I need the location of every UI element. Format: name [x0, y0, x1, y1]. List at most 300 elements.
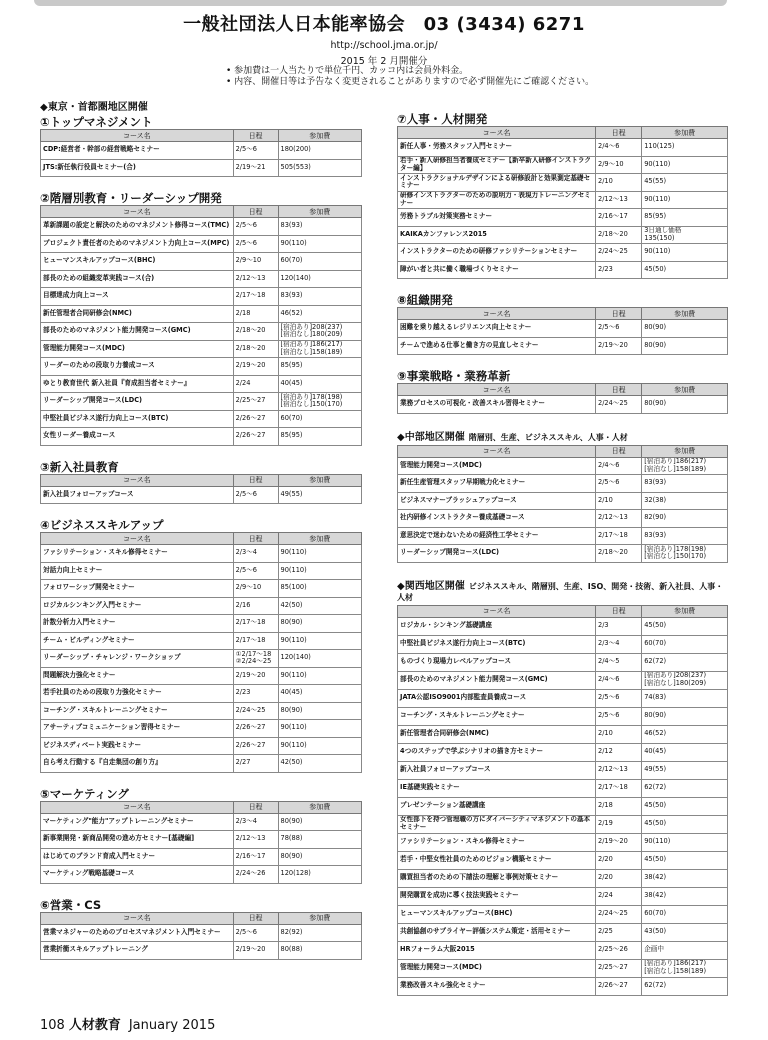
course-date: 2/3 — [596, 617, 642, 635]
region-chubu-sub: 階層別、生産、ビジネススキル、人事・人材 — [468, 432, 628, 442]
course-table — [40, 801, 362, 884]
course-fee: 83(93) — [642, 527, 728, 545]
course-fee: 42(50) — [278, 597, 361, 615]
course-date: 2/18〜20 — [596, 545, 642, 563]
course-fee: 90(110) — [642, 833, 728, 851]
course-fee: 90(110) — [278, 562, 361, 580]
course-name: 新入社員フォローアップコース — [398, 761, 596, 779]
course-name: リーダーのための段取り力養成コース — [41, 358, 234, 376]
course-name: CDP:経営者・幹部の経営戦略セミナー — [41, 142, 234, 160]
table-row — [398, 320, 728, 338]
table-row — [41, 667, 362, 685]
region-kansai-title: ◆関西地区開催 — [397, 580, 465, 592]
course-name: 管理能力開発コース(MDC) — [41, 340, 234, 358]
table-row — [41, 159, 362, 177]
course-name: ものづくり現場力レベルアップコース — [398, 653, 596, 671]
course-date: 2/24〜25 — [233, 702, 278, 720]
course-fee: 62(72) — [642, 977, 728, 995]
course-date: 2/17〜18 — [596, 779, 642, 797]
course-fee: 60(70) — [278, 410, 361, 428]
course-fee: 40(45) — [278, 685, 361, 703]
course-name: 自ら考え行動する『自走集団の創り方』 — [41, 755, 234, 773]
course-fee: 80(90) — [278, 813, 361, 831]
course-fee: 85(95) — [278, 358, 361, 376]
course-fee: 45(50) — [642, 797, 728, 815]
course-date: ①2/17〜18 ②2/24〜25 — [233, 650, 278, 668]
course-fee: 80(90) — [278, 848, 361, 866]
course-date: 2/3〜4 — [233, 545, 278, 563]
table-row — [398, 653, 728, 671]
course-name: 障がい者と共に働く職場づくりセミナー — [398, 261, 596, 279]
left-column — [40, 98, 362, 974]
course-date: 2/23 — [233, 685, 278, 703]
column-header-date: 日程 — [233, 474, 278, 486]
course-name: 問題解決力強化セミナー — [41, 667, 234, 685]
course-date: 2/10 — [596, 725, 642, 743]
course-fee: 78(88) — [278, 831, 361, 849]
course-fee: 40(45) — [278, 375, 361, 393]
course-name: ロジカルシンキング入門セミナー — [41, 597, 234, 615]
course-fee: 45(50) — [642, 851, 728, 869]
course-date: 2/12 — [596, 743, 642, 761]
course-name: コーチング・スキルトレーニングセミナー — [398, 707, 596, 725]
course-fee: 43(50) — [642, 923, 728, 941]
column-header-fee: 参加費 — [642, 308, 728, 320]
course-fee: 80(90) — [642, 396, 728, 414]
table-row — [41, 486, 362, 504]
course-name: 営業マネジャーのためのプロセスマネジメント入門セミナー — [41, 924, 234, 942]
course-name: ゆとり教育世代 新入社員『育成担当者セミナー』 — [41, 375, 234, 393]
region-tokyo: ◆東京・首都圏地区開催 — [40, 102, 148, 113]
table-row — [398, 851, 728, 869]
table-row — [41, 340, 362, 358]
course-name: 営業折衝スキルアップトレーニング — [41, 942, 234, 960]
course-name: ビジネスマナーブラッシュアップコース — [398, 492, 596, 510]
table-row — [41, 597, 362, 615]
course-name: フォロワーシップ開発セミナー — [41, 580, 234, 598]
course-date: 2/5〜6 — [233, 142, 278, 160]
table-row — [41, 737, 362, 755]
course-name: 対話力向上セミナー — [41, 562, 234, 580]
footer — [40, 1014, 215, 1033]
table-row — [398, 174, 728, 192]
table-row — [398, 337, 728, 355]
course-date: 2/25〜27 — [596, 959, 642, 977]
table-row — [41, 410, 362, 428]
table-row — [398, 815, 728, 833]
course-section — [40, 787, 362, 884]
course-fee: 49(55) — [278, 486, 361, 504]
course-fee: 82(90) — [642, 510, 728, 528]
table-row — [41, 305, 362, 323]
table-row — [41, 685, 362, 703]
course-date: 2/10 — [596, 492, 642, 510]
course-name: 若手・新人研修担当者養成セミナー【新卒新人研修インストラクター編】 — [398, 156, 596, 174]
course-table — [40, 205, 362, 446]
column-header-fee: 参加費 — [278, 130, 361, 142]
region-kansai — [397, 577, 728, 603]
column-header-course: コース名 — [41, 130, 234, 142]
table-row — [41, 323, 362, 341]
course-fee: [宿泊あり]208(237) [宿泊なし]180(209) — [278, 323, 361, 341]
table-row — [398, 725, 728, 743]
course-fee: 90(110) — [278, 720, 361, 738]
table-row — [41, 393, 362, 411]
table-row — [398, 545, 728, 563]
course-section — [40, 191, 362, 446]
course-name: ヒューマンスキルアップコース(BHC) — [398, 905, 596, 923]
course-name: 業務改善スキル強化セミナー — [398, 977, 596, 995]
column-header-course: コース名 — [398, 127, 596, 139]
table-row — [398, 617, 728, 635]
course-fee: 3日通し価格 135(150) — [642, 226, 728, 244]
course-date: 2/18〜20 — [596, 226, 642, 244]
course-name: ヒューマンスキルアップコース(BHC) — [41, 253, 234, 271]
course-fee: 62(72) — [642, 779, 728, 797]
course-fee: 45(55) — [642, 174, 728, 192]
course-name: 研修インストラクターのための説明力・表現力トレーニングセミナー — [398, 191, 596, 209]
course-name: 新事業開発・新商品開発の進め方セミナー[基礎編] — [41, 831, 234, 849]
course-date: 2/3〜4 — [233, 813, 278, 831]
column-header-course: コース名 — [41, 912, 234, 924]
course-date: 2/10 — [596, 174, 642, 192]
table-row — [41, 702, 362, 720]
section-title: ⑤マーケティング — [40, 786, 129, 801]
course-date: 2/5〜6 — [596, 689, 642, 707]
table-row — [41, 866, 362, 884]
course-name: 労務トラブル対策実務セミナー — [398, 209, 596, 227]
course-name: HRフォーラム大阪2015 — [398, 941, 596, 959]
course-name: はじめてのブランド育成入門セミナー — [41, 848, 234, 866]
course-name: 新任生産管理スタッフ早期戦力化セミナー — [398, 475, 596, 493]
section-title: ①トップマネジメント — [40, 115, 153, 129]
course-fee: 60(70) — [278, 253, 361, 271]
table-row — [41, 755, 362, 773]
course-fee: 505(553) — [278, 159, 361, 177]
course-fee: 110(125) — [642, 139, 728, 157]
right-column — [397, 112, 728, 1010]
course-name: リーダーシップ開発コース(LDC) — [41, 393, 234, 411]
course-date: 2/19〜20 — [596, 833, 642, 851]
course-name: 女性リーダー養成コース — [41, 428, 234, 446]
column-header-fee: 参加費 — [642, 605, 728, 617]
table-row — [398, 923, 728, 941]
course-name: ビジネスディベート実践セミナー — [41, 737, 234, 755]
course-fee: 38(42) — [642, 869, 728, 887]
organizer-title: 一般社団法人日本能率協会 03 (3434) 6271 — [183, 14, 585, 35]
course-date: 2/17〜18 — [596, 527, 642, 545]
section-title: ⑥営業・CS — [40, 897, 102, 912]
table-row — [398, 977, 728, 995]
course-fee: 42(50) — [278, 755, 361, 773]
course-date: 2/19〜21 — [233, 159, 278, 177]
course-date: 2/5〜6 — [596, 707, 642, 725]
course-name: 4つのステップで学ぶシナリオの描き方セミナー — [398, 743, 596, 761]
course-name: 管理能力開発コース(MDC) — [398, 959, 596, 977]
course-table — [397, 605, 728, 996]
course-date: 2/9〜10 — [596, 156, 642, 174]
table-row — [41, 375, 362, 393]
course-name: IE基礎実践セミナー — [398, 779, 596, 797]
table-row — [41, 650, 362, 668]
table-row — [41, 142, 362, 160]
course-name: KAIKAカンファレンス2015 — [398, 226, 596, 244]
course-fee: 83(93) — [642, 475, 728, 493]
course-fee: [宿泊あり]186(217) [宿泊なし]158(189) — [642, 457, 728, 475]
table-row — [41, 428, 362, 446]
course-section — [397, 369, 728, 414]
course-name: 革新課題の設定と解決のためのマネジメント修得コース(TMC) — [41, 218, 234, 236]
column-header-fee: 参加費 — [642, 445, 728, 457]
course-fee: 45(50) — [642, 261, 728, 279]
course-date: 2/19〜20 — [596, 337, 642, 355]
course-name: アサーティブコミュニケーション習得セミナー — [41, 720, 234, 738]
course-fee: 83(93) — [278, 218, 361, 236]
table-row — [41, 562, 362, 580]
course-date: 2/18〜20 — [233, 340, 278, 358]
chubu-table — [397, 445, 728, 563]
course-name: リーダーシップ・チャレンジ・ワークショップ — [41, 650, 234, 668]
table-row — [398, 492, 728, 510]
course-name: マーケティング戦略基礎コース — [41, 866, 234, 884]
column-header-course: コース名 — [398, 308, 596, 320]
section-title: ⑧組織開発 — [397, 293, 453, 307]
course-fee: 企画中 — [642, 941, 728, 959]
table-row — [398, 156, 728, 174]
course-table — [40, 129, 362, 177]
course-name: 購買担当者のための下請法の理解と事例対策セミナー — [398, 869, 596, 887]
course-name: 新任管理者合同研修会(NMC) — [398, 725, 596, 743]
course-name: 中堅社員ビジネス遂行力向上コース(BTC) — [41, 410, 234, 428]
course-date: 2/19〜20 — [233, 942, 278, 960]
table-row — [398, 139, 728, 157]
course-fee: 90(110) — [278, 737, 361, 755]
table-row — [398, 457, 728, 475]
note-change: • 内容、開催日等は予告なく変更されることがありますので必ず開催先にご確認ください。 — [226, 77, 595, 87]
kansai-table — [397, 605, 728, 996]
column-header-fee: 参加費 — [278, 801, 361, 813]
course-date: 2/5〜6 — [233, 924, 278, 942]
table-row — [398, 635, 728, 653]
course-name: 部長のためのマネジメント能力開発コース(GMC) — [41, 323, 234, 341]
course-fee: 85(95) — [642, 209, 728, 227]
course-date: 2/16〜17 — [596, 209, 642, 227]
course-name: コーチング・スキルトレーニングセミナー — [41, 702, 234, 720]
table-row — [398, 941, 728, 959]
column-header-date: 日程 — [596, 127, 642, 139]
course-date: 2/20 — [596, 851, 642, 869]
column-header-course: コース名 — [41, 474, 234, 486]
column-header-course: コース名 — [41, 533, 234, 545]
course-name: チームで進める仕事と働き方の見直しセミナー — [398, 337, 596, 355]
table-row — [41, 545, 362, 563]
course-date: 2/12〜13 — [233, 270, 278, 288]
course-fee: 46(52) — [642, 725, 728, 743]
column-header-date: 日程 — [233, 533, 278, 545]
course-fee: 90(110) — [642, 191, 728, 209]
course-fee: 60(70) — [642, 635, 728, 653]
course-date: 2/16〜17 — [233, 848, 278, 866]
table-row — [398, 244, 728, 262]
table-row — [41, 924, 362, 942]
course-date: 2/5〜6 — [233, 235, 278, 253]
table-row — [398, 475, 728, 493]
course-date: 2/19〜20 — [233, 358, 278, 376]
course-table — [397, 126, 728, 279]
course-name: 開発購買を成功に導く技法実践セミナー — [398, 887, 596, 905]
course-fee: [宿泊あり]178(198) [宿泊なし]150(170) — [278, 393, 361, 411]
course-date: 2/25 — [596, 923, 642, 941]
course-date: 2/18 — [596, 797, 642, 815]
course-fee: 80(90) — [278, 615, 361, 633]
table-row — [41, 942, 362, 960]
course-fee: 90(110) — [278, 667, 361, 685]
course-date: 2/26〜27 — [233, 720, 278, 738]
course-date: 2/5〜6 — [233, 218, 278, 236]
course-fee: 45(50) — [642, 815, 728, 833]
issue: January 2015 — [128, 1018, 216, 1033]
course-fee: 90(110) — [642, 156, 728, 174]
course-name: ロジカル・シンキング基礎講座 — [398, 617, 596, 635]
table-row — [41, 615, 362, 633]
course-fee: 80(88) — [278, 942, 361, 960]
table-row — [398, 905, 728, 923]
section-title: ⑦人事・人材開発 — [397, 112, 488, 126]
course-section — [40, 460, 362, 505]
course-table — [40, 532, 362, 773]
course-date: 2/5〜6 — [233, 486, 278, 504]
course-fee: 45(50) — [642, 617, 728, 635]
region-chubu-title: ◆中部地区開催 — [397, 431, 465, 443]
course-date: 2/5〜6 — [233, 562, 278, 580]
course-date: 2/24 — [233, 375, 278, 393]
course-date: 2/25〜26 — [596, 941, 642, 959]
course-fee: 90(110) — [278, 545, 361, 563]
table-row — [398, 510, 728, 528]
table-row — [398, 261, 728, 279]
course-date: 2/16 — [233, 597, 278, 615]
course-name: 女性部下を持つ管理職の方にダイバーシティマネジメントの基本セミナー — [398, 815, 596, 833]
course-date: 2/25〜27 — [233, 393, 278, 411]
course-fee: 83(93) — [278, 288, 361, 306]
table-row — [398, 209, 728, 227]
course-fee: 49(55) — [642, 761, 728, 779]
column-header-date: 日程 — [233, 801, 278, 813]
column-header-date: 日程 — [596, 445, 642, 457]
column-header-fee: 参加費 — [278, 533, 361, 545]
course-fee: 90(110) — [642, 244, 728, 262]
course-name: マーケティング"能力"アップトレーニングセミナー — [41, 813, 234, 831]
course-fee: 90(110) — [278, 235, 361, 253]
course-name: プロジェクト責任者のためのマネジメント力向上コース(MPC) — [41, 235, 234, 253]
course-name: 新入社員フォローアップコース — [41, 486, 234, 504]
column-header-course: コース名 — [41, 801, 234, 813]
section-title: ④ビジネススキルアップ — [40, 518, 164, 532]
course-section — [40, 115, 362, 177]
course-table — [40, 474, 362, 505]
left-sections — [40, 115, 362, 960]
note-fee: • 参加費は一人当たりで単位千円、カッコ内は会員外料金。 — [226, 66, 469, 76]
column-header-fee: 参加費 — [278, 206, 361, 218]
table-row — [398, 797, 728, 815]
magazine-name: 人材教育 — [68, 1018, 121, 1033]
column-header-fee: 参加費 — [278, 474, 361, 486]
page-number: 108 — [40, 1018, 65, 1033]
column-header-date: 日程 — [596, 384, 642, 396]
course-fee: 80(90) — [278, 702, 361, 720]
course-table — [40, 912, 362, 960]
course-name: 部長のためのマネジメント能力開発コース(GMC) — [398, 671, 596, 689]
table-row — [398, 396, 728, 414]
course-fee: 85(100) — [278, 580, 361, 598]
column-header-date: 日程 — [233, 912, 278, 924]
course-date: 2/12〜13 — [596, 510, 642, 528]
column-header-date: 日程 — [233, 130, 278, 142]
table-row — [398, 779, 728, 797]
course-name: 部長のための組織変革実践コース(合) — [41, 270, 234, 288]
table-row — [41, 235, 362, 253]
course-date: 2/27 — [233, 755, 278, 773]
column-header-course: コース名 — [398, 445, 596, 457]
course-fee: 74(83) — [642, 689, 728, 707]
course-date: 2/23 — [596, 261, 642, 279]
course-name: 中堅社員ビジネス遂行力向上コース(BTC) — [398, 635, 596, 653]
organizer-url[interactable]: http://school.jma.or.jp/ — [330, 40, 438, 51]
course-name: 目標達成力向上コース — [41, 288, 234, 306]
course-date: 2/9〜10 — [233, 580, 278, 598]
course-name: 意思決定で迷わないための経済性工学セミナー — [398, 527, 596, 545]
table-row — [398, 869, 728, 887]
course-table — [397, 307, 728, 355]
course-date: 2/26〜27 — [233, 737, 278, 755]
table-row — [41, 848, 362, 866]
column-header-fee: 参加費 — [642, 127, 728, 139]
course-fee: 60(70) — [642, 905, 728, 923]
course-name: インストラクショナルデザインによる研修設計と効果測定基礎セミナー — [398, 174, 596, 192]
course-fee: [宿泊あり]208(237) [宿泊なし]180(209) — [642, 671, 728, 689]
column-header-course: コース名 — [41, 206, 234, 218]
table-row — [398, 527, 728, 545]
course-date: 2/4〜6 — [596, 139, 642, 157]
course-name: 困難を乗り越えるレジリエンス向上セミナー — [398, 320, 596, 338]
table-row — [41, 831, 362, 849]
column-header-fee: 参加費 — [278, 912, 361, 924]
course-section — [397, 112, 728, 279]
course-date: 2/17〜18 — [233, 288, 278, 306]
table-row — [41, 218, 362, 236]
course-name: リーダーシップ開発コース(LDC) — [398, 545, 596, 563]
course-name: 管理能力開発コース(MDC) — [398, 457, 596, 475]
course-date: 2/12〜13 — [596, 191, 642, 209]
course-fee: 90(110) — [278, 632, 361, 650]
table-row — [41, 720, 362, 738]
course-name: 計数分析力入門セミナー — [41, 615, 234, 633]
course-section — [397, 293, 728, 355]
course-name: チーム・ビルディングセミナー — [41, 632, 234, 650]
course-fee: 80(90) — [642, 320, 728, 338]
course-date: 2/24〜25 — [596, 244, 642, 262]
course-date: 2/4〜5 — [596, 653, 642, 671]
course-fee: 82(92) — [278, 924, 361, 942]
table-row — [398, 226, 728, 244]
course-name: JATA公認ISO9001内部監査員養成コース — [398, 689, 596, 707]
course-fee: 80(90) — [642, 337, 728, 355]
course-date: 2/24〜26 — [233, 866, 278, 884]
course-fee: 120(140) — [278, 650, 361, 668]
table-row — [41, 270, 362, 288]
table-row — [398, 743, 728, 761]
course-date: 2/18〜20 — [233, 323, 278, 341]
